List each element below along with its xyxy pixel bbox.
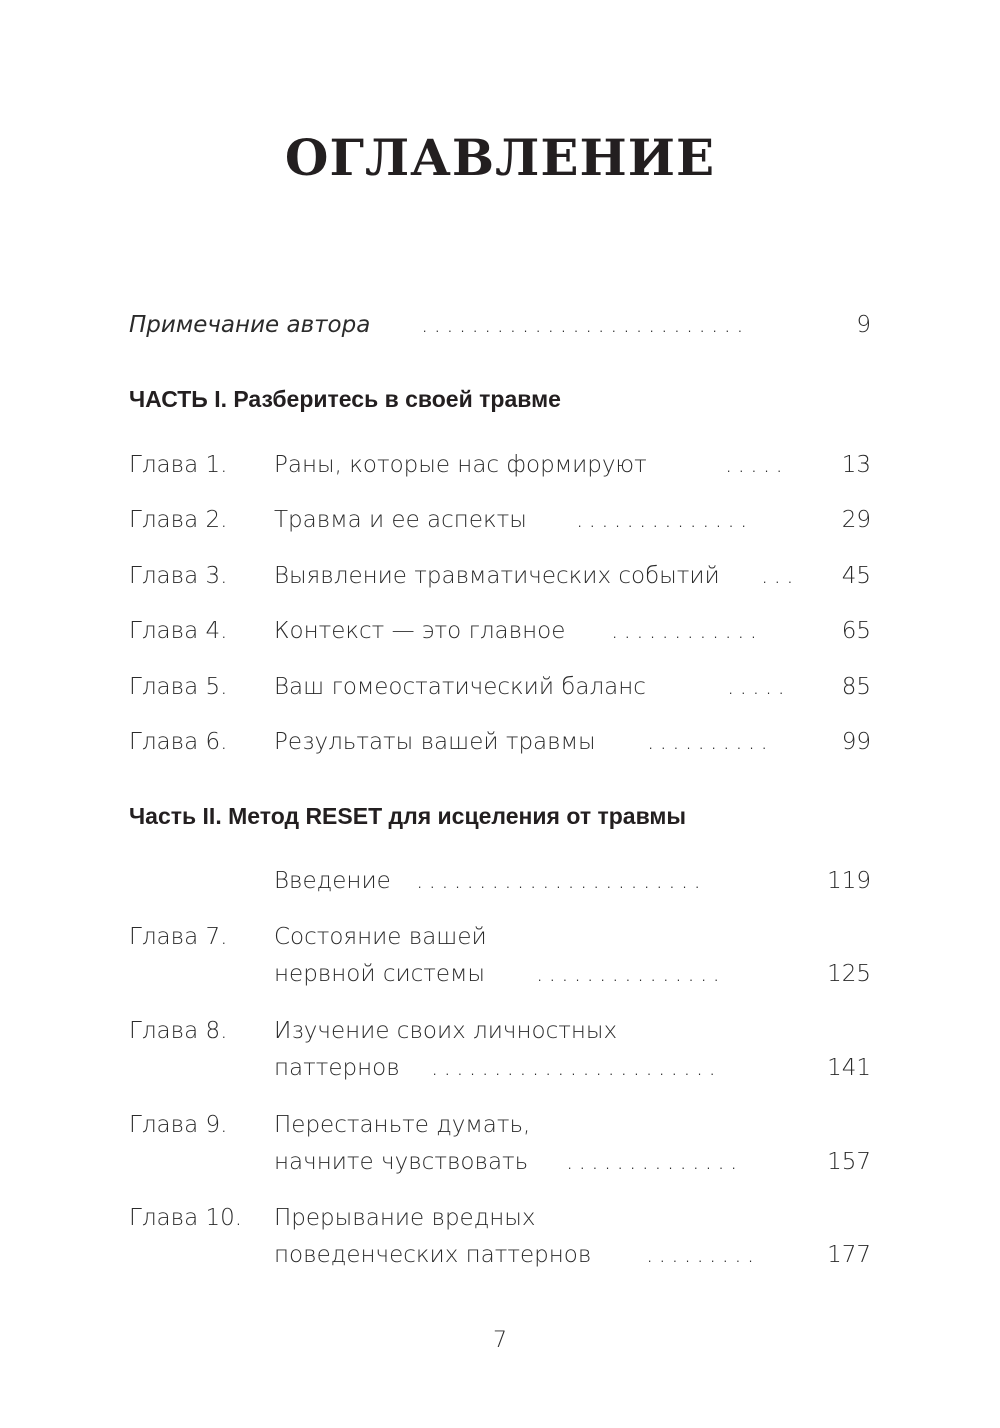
toc-entry[interactable] <box>129 1112 871 1144</box>
toc-entry[interactable] <box>129 924 871 956</box>
leader-dots: ............ <box>611 618 763 644</box>
entry-title-line-1: Состояние вашей <box>274 924 487 950</box>
leader-dots: ... <box>761 563 799 589</box>
leader-dots: ..... <box>727 674 791 700</box>
toc-entry[interactable] <box>129 868 871 900</box>
leader-dots: .......................... <box>421 312 749 338</box>
leader-dots: .......... <box>647 729 774 755</box>
toc-entry[interactable] <box>129 1018 871 1050</box>
entry-title: Выявление травматических событий <box>274 563 720 589</box>
leader-dots: ............... <box>536 961 726 987</box>
chapter-label: Глава 7. <box>129 924 228 950</box>
entry-title: Результаты вашей травмы <box>274 729 596 755</box>
page-number: 7 <box>493 1328 507 1353</box>
chapter-label: Глава 9. <box>129 1112 228 1138</box>
entry-title: Введение <box>274 868 391 894</box>
toc-entry-continuation[interactable] <box>129 1242 871 1274</box>
entry-page: 13 <box>841 452 871 478</box>
chapter-label: Глава 5. <box>129 674 228 700</box>
entry-page: 125 <box>827 961 871 987</box>
chapter-label: Глава 3. <box>129 563 228 589</box>
part-heading-2: Часть II. Метод RESET для исцеления от травмы <box>129 803 687 829</box>
leader-dots: ......... <box>646 1242 760 1268</box>
entry-page: 141 <box>827 1055 871 1081</box>
toc-entry-continuation[interactable] <box>129 1149 871 1181</box>
entry-page: 65 <box>841 618 871 644</box>
toc-entry[interactable] <box>129 1205 871 1237</box>
entry-page: 157 <box>827 1149 871 1175</box>
entry-title: Ваш гомеостатический баланс <box>274 674 646 700</box>
chapter-label: Глава 1. <box>129 452 228 478</box>
chapter-label: Глава 2. <box>129 507 228 533</box>
entry-page: 29 <box>841 507 871 533</box>
entry-title-line-2: начните чувствовать <box>274 1149 529 1175</box>
entry-page: 177 <box>827 1242 871 1268</box>
toc-entry[interactable] <box>129 452 871 484</box>
entry-page: 9 <box>856 312 871 338</box>
toc-entry[interactable] <box>129 507 871 539</box>
entry-title: Примечание автора <box>129 312 371 338</box>
entry-title: Раны, которые нас формируют <box>274 452 647 478</box>
toc-entry[interactable] <box>129 618 871 650</box>
entry-title: Травма и ее аспекты <box>274 507 527 533</box>
entry-title-line-2: паттернов <box>274 1055 400 1081</box>
toc-entry[interactable] <box>129 674 871 706</box>
chapter-label: Глава 10. <box>129 1205 243 1231</box>
leader-dots: ..... <box>725 452 789 478</box>
page-title: ОГЛАВЛЕНИЕ <box>284 128 716 187</box>
toc-entry-continuation[interactable] <box>129 961 871 993</box>
entry-page: 119 <box>827 868 871 894</box>
entry-page: 45 <box>841 563 871 589</box>
toc-entry-author-note[interactable] <box>129 312 871 344</box>
leader-dots: .............. <box>576 507 753 533</box>
entry-title: Контекст — это главное <box>274 618 566 644</box>
entry-title-line-1: Изучение своих личностных <box>274 1018 618 1044</box>
leader-dots: ....................... <box>416 868 707 894</box>
leader-dots: .............. <box>566 1149 743 1175</box>
part-heading-1: ЧАСТЬ I. Разберитесь в своей травме <box>129 386 561 412</box>
entry-title-line-1: Прерывание вредных <box>274 1205 536 1231</box>
entry-page: 85 <box>841 674 871 700</box>
entry-title-line-2: нервной системы <box>274 961 485 987</box>
toc-entry[interactable] <box>129 729 871 761</box>
chapter-label: Глава 6. <box>129 729 228 755</box>
entry-title-line-1: Перестаньте думать, <box>274 1112 531 1138</box>
leader-dots: ....................... <box>431 1055 722 1081</box>
chapter-label: Глава 4. <box>129 618 228 644</box>
entry-title-line-2: поведенческих паттернов <box>274 1242 592 1268</box>
toc-entry-continuation[interactable] <box>129 1055 871 1087</box>
toc-entry[interactable] <box>129 563 871 595</box>
entry-page: 99 <box>841 729 871 755</box>
chapter-label: Глава 8. <box>129 1018 228 1044</box>
